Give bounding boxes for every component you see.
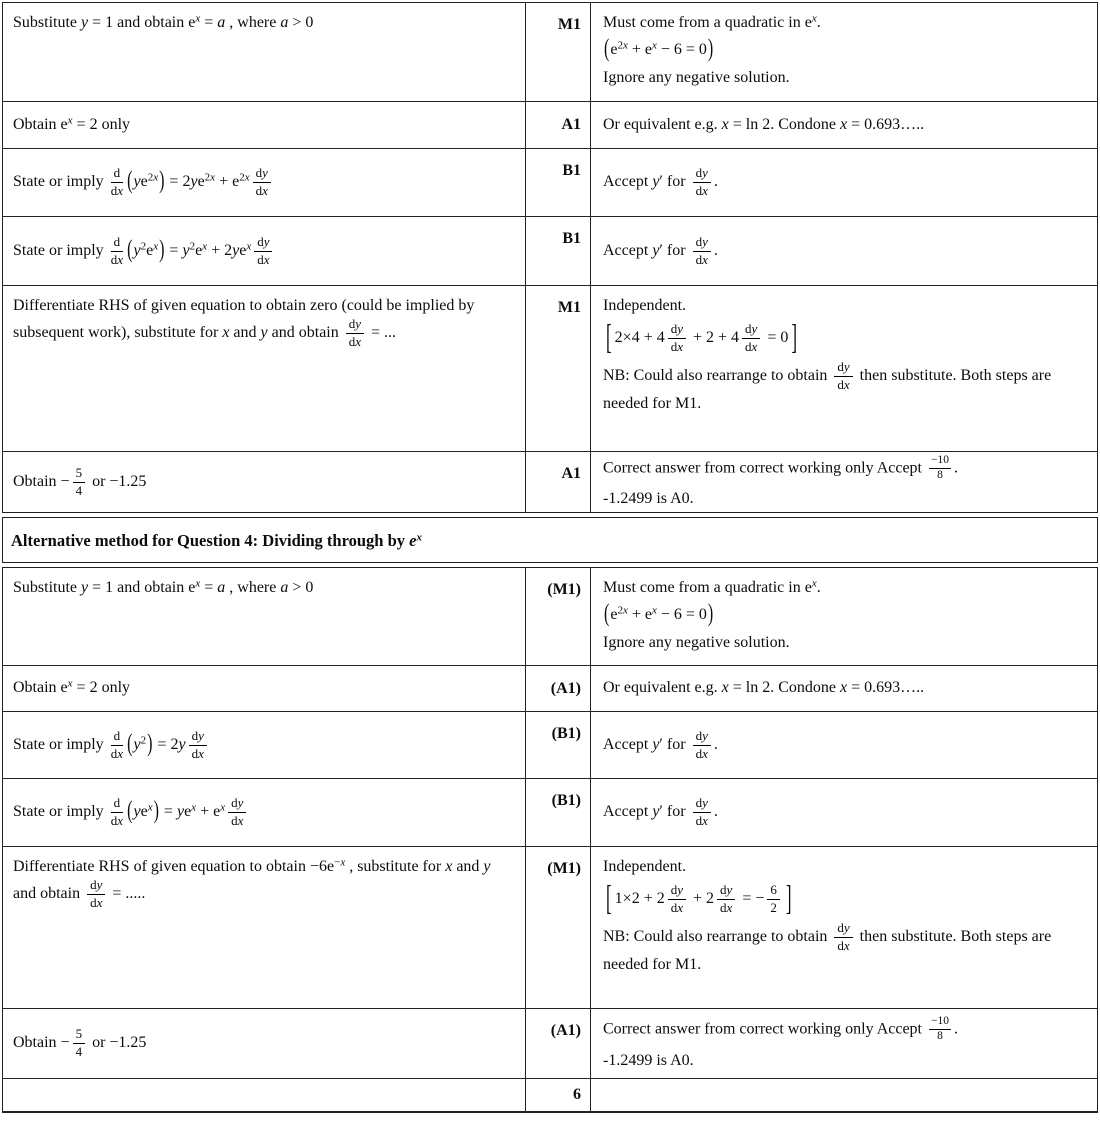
guidance-line: Accept y′ for $\frac{dy}{dx}$ .: [603, 795, 718, 829]
mark-label: M1: [557, 16, 581, 33]
guidance-line: Correct answer from correct working only Accept $\frac{-10}{8}$ .: [603, 1015, 958, 1043]
guidance-cell: [591, 779, 1097, 846]
guidance-cell: [591, 286, 1097, 451]
guidance-line: Or equivalent e.g. x = ln 2. Condone x = 0.693…..: [603, 115, 925, 133]
mark-label: A1: [561, 465, 581, 482]
mark-cell: [525, 149, 591, 216]
guidance-cell: [591, 712, 1097, 778]
mark-cell: [525, 712, 591, 778]
main-method-table: [2, 2, 1098, 513]
table-row: [3, 3, 1097, 101]
table-row: [3, 1008, 1097, 1078]
answer-text: State or imply $\frac{d}{dx}$ $(ye^{2x}) = 2ye^{2x} + e^{2x}$ $\frac{dy}{dx}$: [13, 166, 515, 199]
guidance-line: Ignore any negative solution.: [603, 633, 790, 651]
guidance-line: Ignore any negative solution.: [603, 68, 790, 86]
answer-cell: [3, 779, 525, 846]
table-row: [3, 665, 1097, 711]
guidance-cell: [591, 1009, 1097, 1078]
answer-cell: [3, 217, 525, 285]
answer-text: State or imply $\frac{d}{dx}$ $(ye^x) = ye^x + e^x$ $\frac{dy}{dx}$: [13, 796, 515, 829]
mark-cell: [525, 847, 591, 1008]
guidance-cell: [591, 568, 1097, 665]
alternative-method-title: Alternative method for Question 4: Dividing through by $e^x$: [11, 531, 422, 550]
answer-cell: [3, 847, 525, 1008]
answer-cell: [3, 666, 525, 711]
mark-label: (B1): [551, 725, 581, 743]
answer-cell: [3, 149, 525, 216]
guidance-line: -1.2499 is A0.: [603, 1051, 694, 1069]
guidance-line: NB: Could also rearrange to obtain $\frac{dy}{dx}$ then substitute. Both steps are needed for M1.: [603, 359, 1052, 413]
mark-cell: [525, 452, 591, 512]
answer-text: Obtain $e^x = 2$ only: [13, 677, 131, 697]
alternative-method-header: [2, 517, 1098, 563]
total-marks-label: 6: [573, 1086, 581, 1104]
answer-cell: [3, 712, 525, 778]
guidance-cell: [591, 217, 1097, 285]
guidance-line: Must come from a quadratic in $e^x$.: [603, 577, 821, 597]
guidance-line: Accept y′ for $\frac{dy}{dx}$ .: [603, 233, 718, 267]
mark-label: B1: [562, 230, 581, 247]
guidance-line: [ 2×4 + 4 $\frac{dy}{dx}$ + 2 + 4 $\frac{dy}{dx}$ = 0 ]: [606, 317, 798, 357]
answer-cell: [3, 1079, 525, 1111]
guidance-cell: [591, 1079, 1097, 1111]
mark-label: (A1): [550, 1022, 581, 1040]
table-row: [3, 148, 1097, 216]
mark-cell: [525, 568, 591, 665]
guidance-cell: [591, 149, 1097, 216]
guidance-line: Must come from a quadratic in $e^x$.: [603, 12, 821, 31]
answer-cell: [3, 3, 525, 101]
guidance-line: Accept y′ for $\frac{dy}{dx}$ .: [603, 727, 718, 761]
mark-cell: [525, 217, 591, 285]
answer-text: State or imply $\frac{d}{dx}$ $(y^2) = 2y$ $\frac{dy}{dx}$: [13, 729, 515, 762]
answer-cell: [3, 286, 525, 451]
guidance-line: Independent.: [603, 858, 687, 876]
mark-cell: [525, 3, 591, 101]
answer-cell: [3, 1009, 525, 1078]
mark-cell: [525, 666, 591, 711]
mark-label: B1: [562, 162, 581, 179]
table-row: [3, 216, 1097, 285]
mark-cell: [525, 102, 591, 148]
table-row: [3, 778, 1097, 846]
answer-cell: [3, 568, 525, 665]
guidance-line: Correct answer from correct working only Accept $\frac{-10}{8}$ .: [603, 453, 958, 481]
table-row: [3, 285, 1097, 451]
guidance-cell: [591, 847, 1097, 1008]
table-row: [3, 568, 1097, 665]
answer-text: Obtain − $\frac{5}{4}$ or −1.25: [13, 1026, 147, 1060]
answer-text: Substitute y = 1 and obtain $e^x = a$ , where a > 0: [13, 12, 314, 31]
answer-text: State or imply $\frac{d}{dx}$ $(y^2e^x) = y^2e^x + 2ye^x$ $\frac{dy}{dx}$: [13, 235, 515, 268]
guidance-line: Or equivalent e.g. x = ln 2. Condone x = 0.693…..: [603, 679, 925, 697]
guidance-cell: [591, 452, 1097, 512]
mark-label: (M1): [547, 581, 581, 599]
guidance-line: -1.2499 is A0.: [603, 490, 694, 508]
mark-label: M1: [557, 299, 581, 316]
answer-text: Obtain − $\frac{5}{4}$ or −1.25: [13, 464, 147, 498]
answer-text: Obtain $e^x = 2$ only: [13, 114, 131, 133]
mark-label: (A1): [550, 679, 581, 697]
answer-cell: [3, 102, 525, 148]
guidance-line: $(e^{2x} + e^x - 6 = 0)$: [604, 601, 714, 628]
table-row: [3, 101, 1097, 148]
guidance-line: $(e^{2x} + e^x - 6 = 0)$: [604, 36, 714, 63]
guidance-cell: [591, 102, 1097, 148]
mark-cell: [525, 1079, 591, 1111]
table-row: [3, 711, 1097, 778]
alternative-method-table: [2, 567, 1098, 1113]
mark-label: (M1): [547, 860, 581, 878]
mark-cell: [525, 779, 591, 846]
guidance-line: Independent.: [603, 297, 687, 314]
guidance-line: NB: Could also rearrange to obtain $\frac{dy}{dx}$ then substitute. Both steps are needed for M1.: [603, 920, 1052, 974]
guidance-cell: [591, 3, 1097, 101]
answer-text: Substitute y = 1 and obtain $e^x = a$ , where a > 0: [13, 577, 314, 597]
table-row: [3, 846, 1097, 1008]
mark-cell: [525, 286, 591, 451]
guidance-line: [ 1×2 + 2 $\frac{dy}{dx}$ + 2 $\frac{dy}{dx}$ = − $\frac{6}{2}$ ]: [606, 878, 792, 918]
mark-label: A1: [561, 116, 581, 133]
guidance-line: Accept y′ for $\frac{dy}{dx}$ .: [603, 165, 718, 198]
total-marks-row: [3, 1078, 1097, 1111]
answer-text: Differentiate RHS of given equation to obtain zero (could be implied by subsequent work), substitute for x and y and obtain $\frac{dy}{dx}$ = ...: [13, 297, 475, 350]
answer-cell: [3, 452, 525, 512]
guidance-cell: [591, 666, 1097, 711]
table-row: [3, 451, 1097, 512]
answer-text: Differentiate RHS of given equation to obtain $-6e^{-x}$ , substitute for x and y and obtain $\frac{dy}{dx}$ = .....: [13, 856, 491, 911]
mark-cell: [525, 1009, 591, 1078]
mark-label: (B1): [551, 792, 581, 810]
